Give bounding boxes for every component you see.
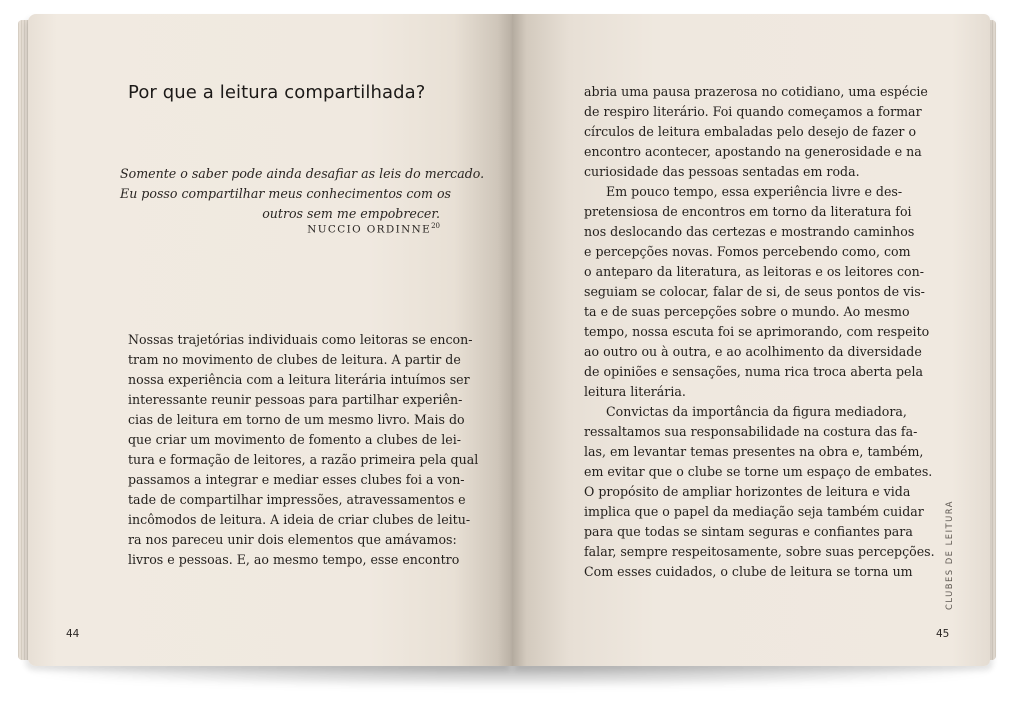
text-line: Nossas trajetórias individuais como leitoras se encon- [128,332,473,347]
epigraph [120,164,485,224]
epigraph-line: outros sem me empobrecer. [262,206,440,221]
epigraph-author [200,222,440,235]
epigraph-line: Somente o saber pode ainda desafiar as leis do mercado. [120,166,485,181]
text-line: las, em levantar temas presentes na obra e, também, [584,444,924,459]
text-line: que criar um movimento de fomento a clubes de lei- [128,432,462,447]
text-line: nossa experiência com a leitura literária intuímos ser [128,372,470,387]
text-line: de opiniões e sensações, numa rica troca aberta pela [584,364,924,379]
footnote-marker: 20 [431,222,440,230]
epigraph-author-name: NUCCIO ORDINNE [307,223,432,236]
text-line: ra nos pareceu unir dois elementos que amávamos: [128,532,457,547]
chapter-title: Por que a leitura compartilhada? [128,82,426,103]
text-line: nos deslocando das certezas e mostrando caminhos [584,224,915,239]
text-line: encontro acontecer, apostando na generosidade e na [584,144,922,159]
text-line: interessante reunir pessoas para partilhar experiên- [128,392,463,407]
text-line: para que todas se sintam seguras e confiantes para [584,524,913,539]
text-line: passamos a integrar e mediar esses clubes foi a von- [128,472,465,487]
text-line: em evitar que o clube se torne um espaço de embates. [584,464,933,479]
text-line: abria uma pausa prazerosa no cotidiano, uma espécie [584,84,928,99]
right-body-text [584,82,935,582]
text-line: O propósito de ampliar horizontes de leitura e vida [584,484,911,499]
text-line: círculos de leitura embaladas pelo desejo de fazer o [584,124,917,139]
text-line: curiosidade das pessoas sentadas em roda. [584,164,860,179]
text-line: cias de leitura em torno de um mesmo livro. Mais do [128,412,465,427]
text-line: Convictas da importância da figura mediadora, [606,404,907,419]
text-line: implica que o papel da mediação seja também cuidar [584,504,924,519]
text-line: de respiro literário. Foi quando começamos a formar [584,104,922,119]
running-head: CLUBES DE LEITURA [944,499,954,611]
epigraph-line: Eu posso compartilhar meus conhecimentos com os [120,186,451,201]
text-line: tade de compartilhar impressões, atravessamentos e [128,492,466,507]
text-line: tram no movimento de clubes de leitura. A partir de [128,352,461,367]
text-line: Em pouco tempo, essa experiência livre e des- [606,184,903,199]
text-line: tempo, nossa escuta foi se aprimorando, com respeito [584,324,930,339]
text-line: pretensiosa de encontros em torno da literatura foi [584,204,912,219]
text-line: incômodos de leitura. A ideia de criar clubes de leitu- [128,512,471,527]
text-line: tura e formação de leitores, a razão primeira pela qual [128,452,479,467]
text-line: o anteparo da literatura, as leitoras e os leitores con- [584,264,924,279]
text-line: ressaltamos sua responsabilidade na costura das fa- [584,424,918,439]
left-body-text [128,330,479,570]
text-line: livros e pessoas. E, ao mesmo tempo, esse encontro [128,552,460,567]
text-line: Com esses cuidados, o clube de leitura se torna um [584,564,913,579]
text-line: e percepções novas. Fomos percebendo como, com [584,244,911,259]
text-line: ao outro ou à outra, e ao acolhimento da diversidade [584,344,922,359]
text-line: seguiam se colocar, falar de si, de seus pontos de vis- [584,284,925,299]
text-line: leitura literária. [584,384,686,399]
page-number-right: 45 [936,628,950,640]
page-number-left: 44 [66,628,80,640]
text-line: falar, sempre respeitosamente, sobre suas percepções. [584,544,935,559]
text-line: ta e de suas percepções sobre o mundo. Ao mesmo [584,304,910,319]
